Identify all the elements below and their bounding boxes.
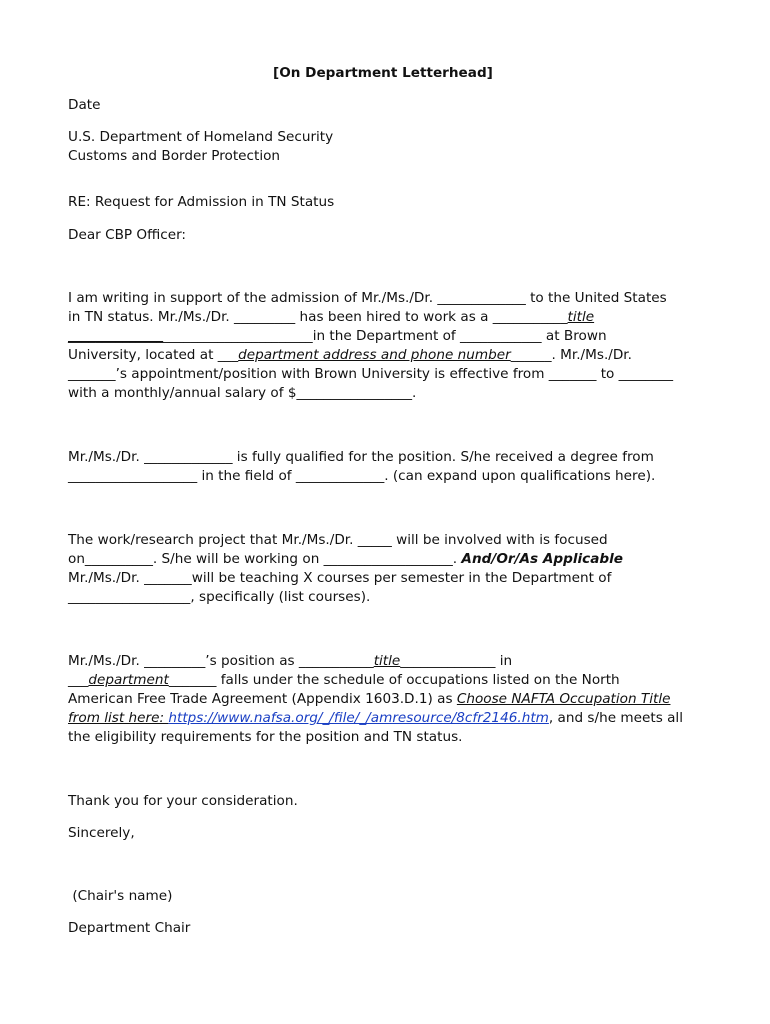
p3-line-2-text: on__________. S/he will be working on ___________________.: [68, 551, 462, 567]
thanks-line: Thank you for your consideration.: [68, 793, 298, 809]
p1-line-2: [68, 308, 673, 327]
p1-line-4-end: . Mr./Ms./Dr.: [551, 347, 632, 363]
department-field: department: [88, 672, 169, 688]
salutation: Dear CBP Officer:: [68, 227, 187, 243]
address-line-2: Customs and Border Protection: [68, 148, 281, 164]
title-field-1: title: [567, 309, 595, 325]
nafta-title-field: Choose NAFTA Occupation Title: [456, 691, 671, 707]
p4-blank-pre: ___: [68, 672, 89, 688]
nafta-title-field-continued: from list here:: [68, 710, 169, 726]
p4-line-4: [68, 709, 683, 728]
title-continuation: ______________: [68, 328, 164, 344]
address-line-1: U.S. Department of Homeland Security: [68, 129, 334, 145]
title-field-2: title: [373, 653, 401, 669]
paragraph-3: [68, 531, 623, 607]
p1-line-4-text: University, located at: [68, 347, 218, 363]
chair-title: Department Chair: [68, 920, 191, 936]
p1-line-5: _______’s appointment/position with Brown University is effective from _______ to ________: [68, 366, 674, 382]
p1-line-4: [68, 346, 673, 365]
p2-line-2: ___________________ in the field of _____________. (can expand upon qualifications here).: [68, 468, 656, 484]
p1-line-1: I am writing in support of the admission of Mr./Ms./Dr. _____________ to the United States: [68, 290, 667, 306]
date-label: Date: [68, 97, 101, 113]
letterhead-placeholder: [On Department Letterhead]: [273, 65, 493, 81]
p1-blank-pre: ___: [217, 347, 239, 363]
p1-blank: ______________________: [163, 328, 313, 344]
p4-line-1-text: Mr./Ms./Dr. _________’s position as ___________: [68, 653, 374, 669]
chair-name: (Chair's name): [68, 888, 173, 904]
recipient-address: [68, 128, 333, 166]
p3-line-4: __________________, specifically (list courses).: [68, 589, 371, 605]
p4-line-4-end: , and s/he meets all: [548, 710, 683, 726]
p3-line-3: Mr./Ms./Dr. _______will be teaching X courses per semester in the Department of: [68, 570, 612, 586]
p3-line-2: [68, 550, 623, 569]
paragraph-2: [68, 448, 655, 486]
p3-line-1: The work/research project that Mr./Ms./Dr. _____ will be involved with is focused: [68, 532, 608, 548]
paragraph-1: [68, 289, 673, 403]
nafsa-link[interactable]: https://www.nafsa.org/_/file/_/amresource/8cfr2146.htm: [168, 710, 549, 726]
p1-line-2-text: in TN status. Mr./Ms./Dr. _________ has been hired to work as a ___________: [68, 309, 568, 325]
p4-line-3: [68, 690, 683, 709]
p4-line-2-text: _______ falls under the schedule of occupations listed on the North: [168, 672, 620, 688]
re-line: RE: Request for Admission in TN Status: [68, 194, 335, 210]
sincerely: Sincerely,: [68, 825, 135, 841]
p1-line-3: [68, 327, 673, 346]
p2-line-1: Mr./Ms./Dr. _____________ is fully qualified for the position. S/he received a degree from: [68, 449, 654, 465]
p4-line-3-text: American Free Trade Agreement (Appendix 1603.D.1) as: [68, 691, 457, 707]
and-or-applicable-note: And/Or/As Applicable: [461, 551, 624, 567]
p1-blank-post: ______: [510, 347, 552, 363]
department-address-field: department address and phone number: [238, 347, 511, 363]
p4-line-1: [68, 652, 683, 671]
p4-line-1-end: ______________ in: [400, 653, 513, 669]
p1-line-3-text: in the Department of ____________ at Brown: [312, 328, 607, 344]
p4-line-2: [68, 671, 683, 690]
paragraph-4: [68, 652, 683, 747]
p4-line-5: the eligibility requirements for the position and TN status.: [68, 729, 463, 745]
p1-line-6: with a monthly/annual salary of $_________________.: [68, 385, 417, 401]
